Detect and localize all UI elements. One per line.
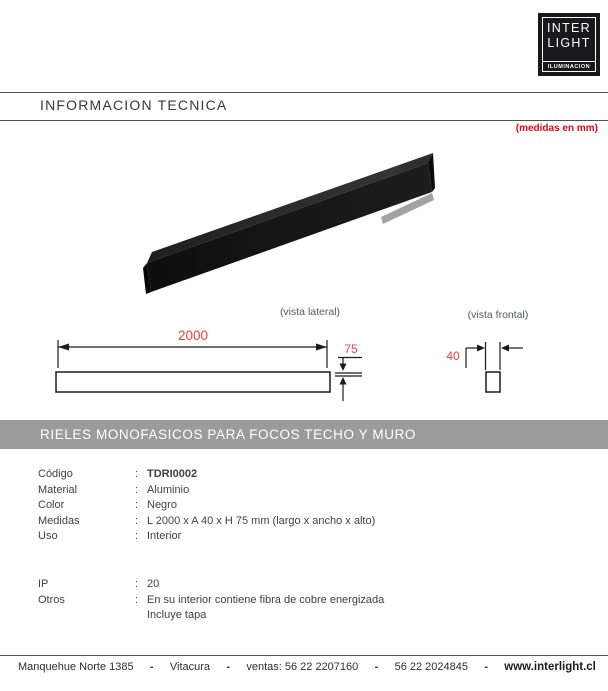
footer-website-link[interactable]: www.interlight.cl <box>504 661 596 673</box>
spec-value-material: Aluminio <box>147 483 190 496</box>
spec-row-otros <box>38 593 578 624</box>
spec-label: Código <box>38 468 73 480</box>
side-view-drawing <box>56 340 362 401</box>
spec-colon: : <box>135 514 139 527</box>
side-view-rect <box>56 372 330 392</box>
footer-separator: - <box>226 661 231 673</box>
rail-top-face <box>147 153 433 263</box>
footer-separator: - <box>484 661 488 673</box>
dim-width-label: 40 <box>446 349 460 363</box>
logo-subtitle: ILUMINACION <box>543 61 595 71</box>
footer-separator: - <box>374 661 379 673</box>
page-title: INFORMACION TECNICA <box>40 97 228 113</box>
units-note: (medidas en mm) <box>515 123 598 134</box>
spec-row-uso <box>38 529 578 545</box>
dim-height-label: 75 <box>344 342 358 356</box>
logo-word-line2: LIGHT <box>547 35 591 50</box>
spec-value-ip: 20 <box>147 578 160 590</box>
spec-label: IP <box>38 578 49 590</box>
product-photo <box>138 145 440 300</box>
logo-wordmark <box>543 18 595 50</box>
header-rule-top <box>0 92 608 93</box>
spec-row-medidas <box>38 514 578 530</box>
logo-frame <box>542 17 596 72</box>
vista-frontal-label: (vista frontal) <box>467 309 529 321</box>
category-banner: RIELES MONOFASICOS PARA FOCOS TECHO Y MURO <box>0 420 608 449</box>
spec-colon: : <box>135 468 139 480</box>
dim-length-label: 2000 <box>177 328 209 343</box>
footer-sales-phone: ventas: 56 22 2207160 <box>246 661 359 673</box>
front-view-rect <box>486 372 500 392</box>
spec-value-medidas: L 2000 x A 40 x H 75 mm (largo x ancho x alto) <box>147 514 376 527</box>
front-view-drawing <box>466 342 523 392</box>
technical-drawing <box>0 320 608 410</box>
footer-rule <box>0 655 608 656</box>
spec-label: Medidas <box>38 514 80 527</box>
spec-row-material <box>38 483 578 499</box>
spec-value-codigo: TDRI0002 <box>147 468 198 480</box>
spec-colon: : <box>135 483 139 496</box>
spec-value-otros <box>147 593 578 624</box>
rail-front-face <box>147 163 432 292</box>
spec-label: Otros <box>38 593 65 606</box>
header-rule-bottom <box>0 120 608 121</box>
footer-separator: - <box>149 661 154 673</box>
spec-label: Color <box>38 499 65 512</box>
spec-value-otros-line1: En su interior contiene fibra de cobre energizada <box>147 593 385 606</box>
spec-row-ip <box>38 577 578 593</box>
footer-city: Vitacura <box>169 661 211 673</box>
spec-table <box>38 467 578 545</box>
vista-lateral-label: (vista lateral) <box>279 306 341 318</box>
spec-colon: : <box>135 593 139 606</box>
footer-phone: 56 22 2024845 <box>394 661 468 673</box>
spec-row-color <box>38 498 578 514</box>
logo-word-line1: INTER <box>547 21 591 35</box>
footer-address: Manquehue Norte 1385 <box>18 661 134 673</box>
spec-table-extra <box>38 577 578 624</box>
spec-colon: : <box>135 578 139 590</box>
spec-value-color: Negro <box>147 499 177 512</box>
spec-row-codigo <box>38 467 578 483</box>
spec-value-uso: Interior <box>147 530 182 543</box>
spec-colon: : <box>135 499 139 512</box>
spec-label: Uso <box>38 530 58 543</box>
footer <box>18 661 596 673</box>
spec-colon: : <box>135 530 139 543</box>
spec-label: Material <box>38 483 78 496</box>
spec-value-otros-line2: Incluye tapa <box>147 609 207 622</box>
interlight-logo <box>538 13 600 76</box>
